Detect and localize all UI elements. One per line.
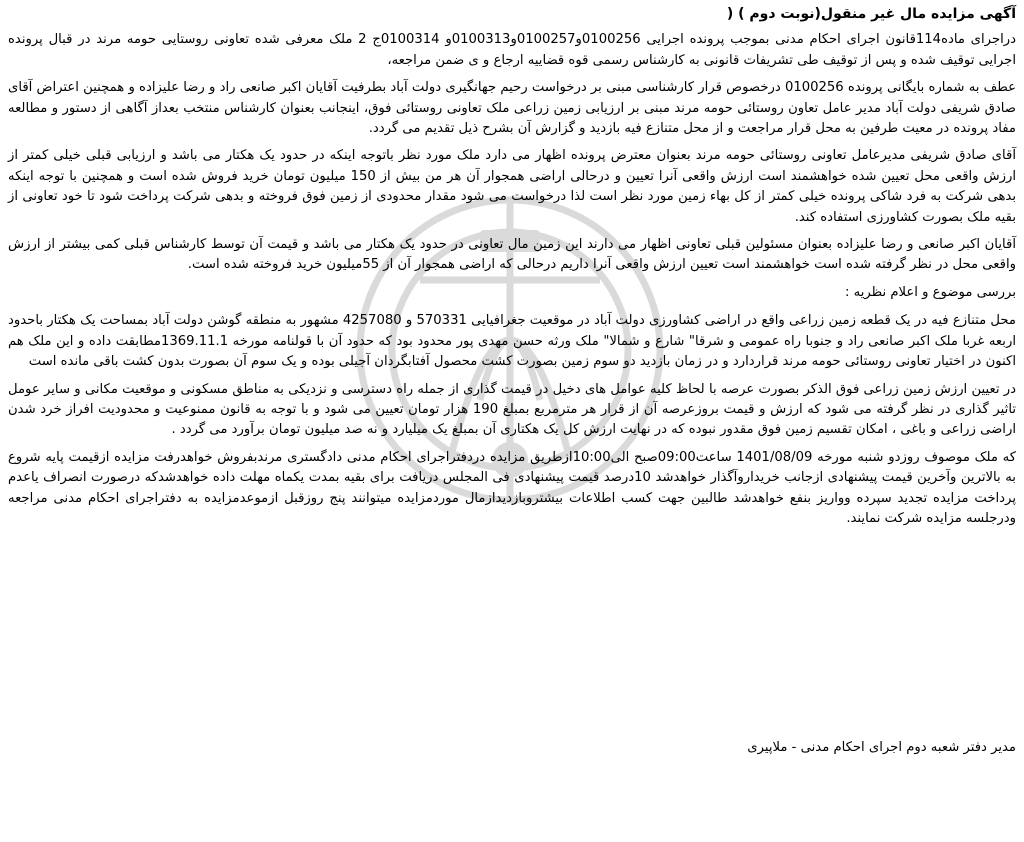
paragraph-former-officials-statement: آقایان اکبر صانعی و رضا علیزاده بعنوان مسئولین قبلی تعاونی اظهار می دارند این زمین مال تعاونی در حدود یک هکتار می باشد و قیمت آن توسط کارشناس قبلی کمی بیشتر از ارزش واقعی محل در نظر گرفته شده است خواهشمند است تعیین ارزش واقعی آنرا داریم درحالی که اراضی همجوار آن از 55میلیون خرید فروخته شده است. (8, 237, 1016, 273)
paragraph-intro: دراجرای ماده114قانون اجرای احکام مدنی بموجب پرونده اجرایی 0100256و0100257و0100313و 0100314ج 2 ملک معرفی شده تعاونی روستایی حومه مرند در قبال پرونده اجرایی توقیف شده و پس از توقیف طی تشریفات قانونی به کارشناس رسمی قوه قضاییه ارجاع و ی ضمن مراجعه، (8, 32, 1017, 68)
signature-line: مدیر دفتر شعبه دوم اجرای احکام مدنی - ملاپیری (747, 740, 1016, 755)
notice-title: آگهی مزایده مال غیر منقول(نوبت دوم ) ( (726, 6, 1016, 22)
paragraph-valuation: در تعیین ارزش زمین زراعی فوق الذکر بصورت عرصه با لحاظ کلیه عوامل های دخیل در قیمت گذاری از جمله راه دسترسی و نزدیکی به مناطق مسکونی و موقعیت مکانی و سایر عومل تاثیر گذاری در نظر گرفته می شود که ارزش و قیمت بروزعرصه آن از قرار هر مترمربع بمبلغ 190 هزار تومان تعیین می شود و با توجه به قانون ممنوعیت و محدودیت افراز خرد شدن اراضی زراعی و باغی ، امکان تقسیم زمین فوق مقدور نبوده که در نهایت ارزش کل یک هکتاری آن بمبلغ یک میلیارد و نه صد میلیون تومان برآورد می گردد . (8, 381, 1017, 438)
paragraph-property-description: محل متنازع فیه در یک قطعه زمین زراعی واقع در اراضی کشاورزی دولت آباد در موقعیت جغرافیایی 570331 و 4257080 مشهور به منطقه گوشن دولت آباد بمساحت یک هکتار باحدود اربعه غربا ملک اکبر صانعی راد و جنوبا راه عمومی و شرقا" شارع و شمالا" ملک ورثه حسن مهدی پور محدود بود که حدود آن با قولنامه مورخه 1369.11.1مطابقت داده و این ملک هم اکنون در اختیار تعاونی روستائی حومه مرند قراردارد و در زمان بازدید دو سوم زمین بصورت کشت محصول آفتابگردان آجیلی بوده و یک سوم آن بصورت بدون کشت باقی مانده است (8, 313, 1016, 370)
section-heading: بررسی موضوع و اعلام نظریه : (845, 284, 1016, 300)
paragraph-auction-terms: که ملک موصوف روزدو شنبه مورخه 1401/08/09 ساعت09:00صبح الی10:00ازطریق مزایده دردفتراجرای احکام مدنی دادگستری مرندبفروش خواهدرفت مزایده ازقیمت پایه شروع به بالاترین وآخرین قیمت پیشنهادی ازجانب خریداروآگذار خواهدشد 10درصد قیمت پیشنهادی فی المجلس دریافت برای بقیه بمدت یکماه مهلت داده خواهدشدکه درصورت انصراف یاعدم پرداخت مزایده تجدید سپرده وواریز بنفع خواهدشد طالبین جهت کسب اطلاعات بیشتروبازدیدازمال موردمزایده میتوانند پنج روزقبل ازموعدمزایده به دفتراجرای احکام مدنی مراجعه ودرجلسه مزایده شرکت نمایند. (8, 449, 1016, 526)
paragraph-expert-reference: عطف به شماره بایگانی پرونده 0100256 درخصوص قرار کارشناسی مبنی بر درخواست رحیم جهانگیری دولت آباد بطرفیت آقایان اکبر صانعی راد و رضا علیزاده و همچنین اعتراض آقای صادق شریفی دولت آباد مدیر عامل تعاون روستائی حومه مرند مبنی بر ارزیابی زمین زراعی ملک تعاونی روستائی فوق، اینجانب بعنوان کارشناس منتخب بعداز آگاهی از دستور و مطالعه مفاد پرونده در معیت طرفین به محل قرار مراجعت و از محل متنازع فیه بازدید و گزارش آن بشرح ذیل تقدیم می گردد. (8, 80, 1016, 137)
paragraph-objector-statement: آقای صادق شریفی مدیرعامل تعاونی روستائی حومه مرند بعنوان معترض پرونده اظهار می دارد ملک مورد نظر باتوجه اینکه در حدود یک هکتار می باشد و ارزیابی قبلی خیلی کمتر از ارزش واقعی محل تعیین شده خواهشمند است ارزش واقعی آنرا تعیین و درحالی اراضی همجوار آن هر من بیش از 150 میلیون تومان خرید فروش شده است و همچنین با توجه اینکه بدهی شرکت به فرد شاکی پرونده خیلی کمتر از کل بهاء زمین مورد نظر است لذا درخواست می شود مقدار محدودی از زمین فوق فروخته و بدهی شرکت پرداخت شود تا خود تعاونی از بقیه ملک بصورت کشاورزی استفاده کند. (8, 148, 1016, 225)
